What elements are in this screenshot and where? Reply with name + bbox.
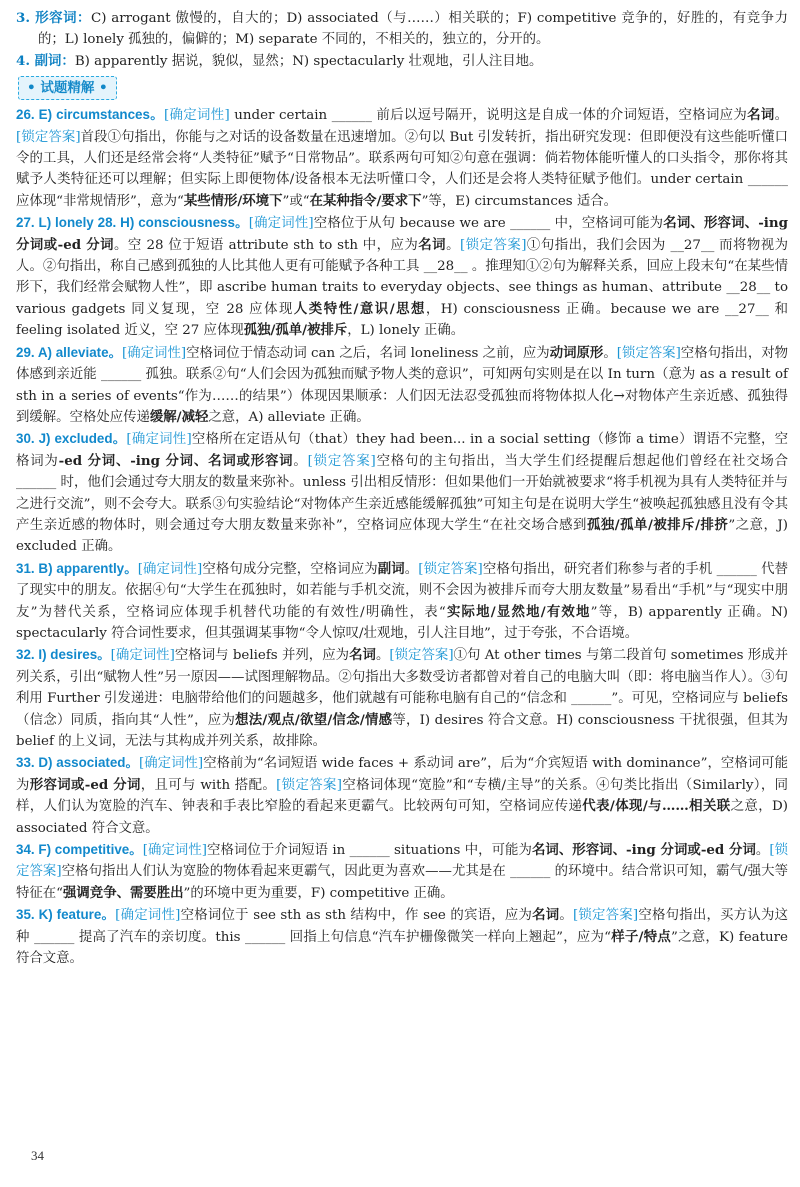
- item-text: 。: [375, 648, 390, 664]
- item-bold: 名词: [418, 236, 447, 253]
- item-text: 空格前为“名词短语 wide faces + 系动词 are”，后为“介宾短语 with dominance”，空格词可能为: [16, 756, 789, 793]
- item-bold: 代表/体现/与……相关联: [582, 798, 731, 815]
- item-bold: -ed 分词、-ing 分词、名词或形容词: [58, 452, 294, 469]
- item-text: ，L) lonely 正确。: [347, 323, 465, 339]
- item-text: 首段①句指出，你能与之对话的设备数量在迅速增加。②句以 But 引发转折，指出研究发现：但即便没有这些能听懂口令的工具，人们还是经常会将“人类特征”赋予“日常物品”。联系两句可知②句意在强调：倘若物体能听懂人的口头指令，那你将其赋予人类特征还可以理解；但实际上即便物体/设备根本无法听懂口令，人们还是会将人类特征赋予他们。under certain ______ 应体现“非常规情形”，意为“: [16, 129, 788, 209]
- item-text: 空格句的主句指出，当大学生们经提醒后想起他们曾经在社交场合 ______ 时，他们会通过夸大朋友的数量来弥补。unless 引出相反情形：但如果他们一开始就被要求“将手机视为具有人类特征并与之进行交流”，则不会夸大。联系③句实验结论“对物体产生亲近感能缓解孤独”可知主句是在说明大学生“被唤起孤独感且没有令其产生亲近感的物体时，则会通过夸大朋友数量来弥补”，空格词应体现大学生“在社交场合感到: [16, 453, 789, 533]
- item-number: 33. D) associated。: [16, 755, 139, 771]
- item-text: 空格词位于情态动词 can 之后，名词 loneliness 之前，应为: [186, 345, 550, 361]
- label-lock-answer: [锁定答案]: [276, 777, 342, 793]
- section-heading: • 试题精解 •: [18, 76, 117, 100]
- item-number: 34. F) competitive。: [16, 842, 143, 858]
- item-text: 空格词与 beliefs 并列，应为: [174, 648, 350, 664]
- item-text: 空格句指出人们认为宽脸的物体看起来更霸气，因此更为喜欢——尤其是在 ______ 的环境中。结合常识可知，霸气/强大等特征在“: [16, 864, 788, 901]
- item-text: 空格词体现“宽脸”和“专横/主导”的关系。④句类比指出（Similarly），同样，人们认为宽脸的汽车、钟表和手表比窄脸的看起来更霸气。比较两句可知，空格词应传递: [16, 777, 789, 815]
- item-text: 空格句成分完整，空格词应为: [202, 561, 378, 577]
- item-number: 32. I) desires。: [16, 647, 111, 663]
- item-text: 。: [559, 908, 573, 924]
- answer-item-32: [16, 644, 788, 752]
- content: [16, 8, 788, 969]
- item-number: 27. L) lonely 28. H) consciousness。: [16, 215, 249, 231]
- vocab-adverbs: [16, 51, 788, 72]
- label-part-of-speech: [确定词性]: [137, 561, 203, 577]
- item-text: 之意，A) alleviate 正确。: [208, 409, 370, 425]
- item-bold: 实际地/显然地/有效地: [445, 603, 591, 620]
- item-text: 空格句指出，研究者们称参与者的手机 ______ 代替了现实中的朋友。依据④句“大学生在孤独时，如若能与手机交流，则不会因为被排斥而夸大朋友数量”易看出“手机”与“现实中朋友”为替代关系，空格词应体现手机替代功能的有效性/明确性，表“: [16, 561, 789, 620]
- item-bold: 人类特性/意识/思想: [293, 300, 426, 317]
- item-bold: 孤独/孤单/被排斥/排挤: [586, 516, 729, 533]
- label-lock-answer: [锁定答案]: [616, 345, 681, 361]
- item-bold: 名词、形容词、-ing 分词或-ed 分词: [16, 215, 788, 253]
- answer-item-33: [16, 752, 788, 839]
- answer-item-31: [16, 558, 788, 645]
- label-part-of-speech: [确定词性]: [138, 756, 204, 772]
- item-bold: 样子/特点: [611, 928, 671, 945]
- page-number: 34: [31, 1148, 44, 1163]
- item-bold: 形容词或-ed 分词: [29, 776, 141, 793]
- vocab-adv-text: B) apparently 据说，貌似，显然；N) spectacularly 壮观地，引人注目地。: [74, 53, 543, 69]
- item-number: 30. J) excluded。: [16, 431, 127, 447]
- label-lock-answer: [锁定答案]: [389, 648, 454, 664]
- item-text: 空格位于从句 because we are ______ 中，空格词可能为: [313, 216, 664, 232]
- item-number: 31. B) apparently。: [16, 560, 138, 576]
- answer-item-34: [16, 839, 788, 904]
- item-bold: 名词、形容词、-ing 分词或-ed 分词: [531, 842, 756, 859]
- item-text: ，H) consciousness 正确。because we are __27__ 和 feeling isolated 近义，空 27 应体现: [16, 301, 789, 339]
- item-text: 。: [774, 108, 789, 124]
- label-lock-answer: [锁定答案]: [418, 561, 483, 577]
- item-text: ”或“: [282, 193, 310, 209]
- item-bold: 在某种指令/要求下: [309, 192, 422, 209]
- item-number: 26. E) circumstances。: [16, 107, 164, 123]
- vocab-adv-heading: 4. 副词：: [16, 52, 75, 69]
- item-text: 。: [446, 237, 460, 253]
- item-bold: 副词: [377, 560, 405, 577]
- item-bold: 缓解/减轻: [149, 408, 209, 425]
- label-part-of-speech: [确定词性]: [163, 108, 230, 124]
- item-number: 35. K) feature。: [16, 907, 116, 923]
- item-text: ”之意，J) excluded 正确。: [16, 517, 788, 555]
- item-text: ”的环境中更为重要，F) competitive 正确。: [183, 885, 454, 901]
- label-part-of-speech: [确定词性]: [142, 843, 207, 859]
- item-text: ①句指出，我们会因为 __27__ 而将物视为人。②句指出，称自己感到孤独的人比其他人更有可能赋予各种工具 __28__ 。推理知①②句为解释关系，回应上段末句“在某些情形下，我们经常会赋物人性”，即 ascribe human traits to everyday objects、see things as human、attribute __28__ to various gadgets 同义复现，空 28 应体现: [16, 237, 789, 317]
- item-bold: 某些情形/环境下: [183, 192, 283, 209]
- item-text: 。: [404, 561, 419, 577]
- item-text: 。: [293, 453, 308, 469]
- label-part-of-speech: [确定词性]: [110, 648, 175, 664]
- item-text: 空格所在定语从句（that）they had been... in a social setting（修饰 a time）谓语不完整，空格词为: [16, 432, 788, 469]
- item-text: under certain ______ 前后以逗号隔开，说明这是自成一体的介词短语，空格词应为: [229, 108, 748, 124]
- label-part-of-speech: [确定词性]: [115, 908, 181, 924]
- label-lock-answer: [锁定答案]: [572, 908, 639, 924]
- item-text: 。空 28 位于短语 attribute sth to sth 中，应为: [114, 237, 419, 253]
- item-text: 。: [755, 843, 770, 859]
- label-part-of-speech: [确定词性]: [122, 345, 187, 361]
- item-bold: 动词原形: [549, 344, 604, 361]
- item-text: 空格句指出，对物体感到亲近能 ______ 孤独。联系②句“人们会因为孤独而赋予物人类的意识”，可知两句实则是在以 In turn（意为 as a result of sth in a series of events“作为……的结果”）体现因果顺承：人们因无法忍受孤独而将物体拟人化→对物体产生亲近感、孤独得到缓解。空格处应传递: [16, 345, 789, 425]
- item-bold: 强调竞争、需要胜出: [63, 884, 184, 901]
- item-bold: 名词: [349, 647, 376, 664]
- item-bold: 名词: [532, 907, 560, 924]
- label-lock-answer: [锁定答案]: [16, 843, 789, 880]
- item-text: 等，I) desires 符合文意。H) consciousness 干扰很强，但其为 belief 的上义词，无法与其构成并列关系，故排除。: [16, 712, 788, 749]
- answer-item-30: [16, 428, 788, 557]
- answer-item-35: [16, 904, 788, 969]
- vocab-adj-heading: 3. 形容词：: [16, 10, 91, 26]
- item-number: 29. A) alleviate。: [16, 344, 122, 360]
- label-lock-answer: [锁定答案]: [16, 129, 81, 145]
- label-lock-answer: [锁定答案]: [307, 453, 376, 469]
- item-text: ①句 At other times 与第二段首句 sometimes 形成并列关系，引出“赋物人性”另一原因——试图理解物品。②句指出大多数受访者都曾对着自己的电脑大叫（即：将电脑当作人）。③句利用 Further 引发递进：电脑带给他们的问题越多，他们就越有可能称电脑有自己的“信念和 ______”。可见，空格词应与 beliefs（信念）同质，指向其“人性”，应为: [16, 648, 789, 728]
- vocab-adjectives: [16, 8, 788, 51]
- label-part-of-speech: [确定词性]: [248, 216, 314, 232]
- item-text: 。: [603, 345, 617, 361]
- item-text: ”等，B) apparently 正确。N) spectacularly 符合词性要求，但其强调某事物“令人惊叹/壮观地，引人注目地”，过于夸张，不合语境。: [16, 604, 789, 641]
- answer-item-26: [16, 104, 788, 212]
- item-bold: 名词: [747, 107, 775, 124]
- item-bold: 想法/观点/欲望/信念/情感: [235, 711, 393, 728]
- vocab-adj-text: C) arrogant 傲慢的，自大的；D) associated（与……）相关联的；F) competitive 竞争的，好胜的，有竞争力的；L) lonely 孤独的，偏僻的；M) separate 不同的，不相关的，独立的，分开的。: [38, 11, 788, 48]
- answer-item-29: [16, 342, 788, 429]
- item-text: ”之意，K) feature 符合文意。: [16, 929, 788, 967]
- item-text: 空格句指出，买方认为这种 ______ 提高了汽车的亲切度。this ______ 回指上句信息“汽车护栅像微笑一样向上翘起”，应为“: [16, 908, 789, 945]
- item-text: ”等，E) circumstances 适合。: [421, 193, 618, 209]
- item-text: 之意，D) associated 符合文意。: [16, 799, 789, 836]
- item-text: 空格词位于 see sth as sth 结构中，作 see 的宾语，应为: [180, 908, 533, 924]
- item-bold: 孤独/孤单/被排斥: [243, 322, 348, 339]
- answer-item-27-28: [16, 212, 788, 341]
- item-text: ，且可与 with 搭配。: [140, 777, 277, 793]
- label-part-of-speech: [确定词性]: [126, 432, 192, 448]
- label-lock-answer: [锁定答案]: [459, 237, 527, 253]
- item-text: 空格词位于介词短语 in ______ situations 中，可能为: [207, 843, 532, 859]
